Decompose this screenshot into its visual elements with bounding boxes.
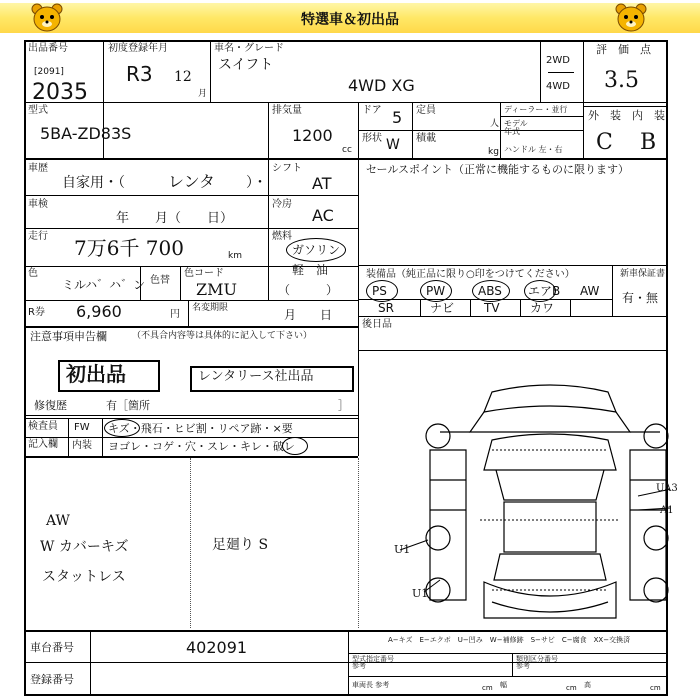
equip-ps: PS (372, 284, 387, 298)
repair-history-value: 有［箇所 (106, 399, 150, 412)
shape-value: W (386, 137, 400, 153)
mark-u1-left: U1 (394, 543, 411, 556)
color-value: ミルハ゛ハ゛ン (62, 278, 146, 292)
length-unit: cm (482, 684, 493, 692)
chassis-value: 402091 (186, 638, 248, 657)
fw-items: キズ・飛石・ヒビ割・リペア跡・×要 (108, 422, 293, 435)
car-name-label: 車名・グレード (214, 43, 284, 54)
rating-value: 3.5 (604, 68, 639, 93)
lot-number-label: 出品番号 (28, 43, 68, 54)
equip-aw: AW (580, 284, 600, 298)
recycle-unit: 円 (170, 309, 180, 320)
note-wheel-cover: W カバーキズ (40, 539, 129, 555)
first-registration-month: 12 (174, 69, 192, 85)
interior-wear-circle (282, 437, 308, 455)
drive-4wd: 4WD (546, 81, 570, 92)
color-label: 色 (28, 268, 38, 279)
registration-label: 登録番号 (30, 673, 74, 686)
equip-tv: TV (484, 301, 500, 315)
note-studless: スタットレス (42, 569, 126, 585)
shift-label: シフト (272, 163, 302, 174)
dealer-label: ディーラー・並行 (504, 105, 568, 114)
color-code-label: 色コード (184, 268, 224, 279)
car-name: スイフト (218, 57, 274, 73)
mileage-value: 7万6千 700 (74, 236, 184, 260)
handle-label: ハンドル 左・右 (504, 145, 563, 154)
doors-value: 5 (392, 108, 403, 127)
warranty-value: 有・無 (622, 291, 659, 305)
repair-history-close: ］ (338, 399, 349, 412)
first-registration-year: R3 (126, 62, 153, 86)
mark-a1: A1 (660, 505, 674, 516)
damage-legend: A−キズ E−エクボ U−凹み W−補修跡 S−サビ C−腐食 XX−交換済 (388, 636, 631, 644)
color-change-label: 色替 (150, 275, 170, 286)
type-cert-label: 型式指定番号 参考 (352, 655, 394, 670)
fw-label: FW (74, 422, 90, 433)
model-label: 型式 (28, 105, 48, 116)
first-listing-stamp-text: 初出品 (66, 362, 126, 386)
doors-label: ドア (362, 105, 382, 116)
class-number-label: 類別区分番号 参考 (516, 655, 558, 670)
lot-small-number: [2091] (34, 67, 64, 77)
ac-label: 冷房 (272, 199, 292, 210)
fw-scratch-circle (104, 419, 140, 437)
drive-2wd: 2WD (546, 55, 570, 66)
after-items-label: 後日品 (362, 319, 392, 330)
mark-ua3: UA3 (656, 483, 678, 494)
model-code: 5BA-ZD83S (40, 124, 132, 143)
rating-label: 評 価 点 (596, 43, 651, 56)
mileage-unit: km (228, 251, 242, 261)
month-unit: 月 (198, 89, 208, 99)
inspection-label: 車検 (28, 199, 48, 210)
interior-grade: B (640, 130, 657, 155)
displacement-unit: cc (342, 145, 352, 155)
mark-u1-bottom: U1 (412, 587, 429, 600)
length-label: 車両長 参考 (352, 681, 390, 689)
mileage-label: 走行 (28, 231, 48, 242)
car-grade: 4WD XG (348, 76, 415, 95)
fuel-gasoline: ガソリン (292, 243, 341, 257)
width-unit: cm (566, 684, 577, 692)
history-label: 車歴 (28, 163, 48, 174)
interior-items: ヨゴレ・コゲ・穴・スレ・キレ・破レ (108, 440, 295, 453)
equip-abs-circle (472, 280, 510, 302)
drive-divider (548, 72, 574, 73)
repair-history-label: 修復歴 (34, 399, 67, 412)
shape-label: 形状 (362, 133, 382, 144)
inspection-value: 年 月（ 日） (116, 211, 234, 226)
load-unit: kg (488, 147, 499, 157)
equip-airbag: エアB (528, 284, 561, 298)
displacement-value: 1200 (292, 126, 333, 145)
inspector-label-1: 検査員 (28, 421, 58, 432)
history-suffix: ）・ (246, 175, 267, 191)
equip-pw: PW (426, 284, 446, 298)
rental-lease-stamp-text: レンタリース社出品 (198, 369, 314, 384)
displacement-label: 排気量 (272, 105, 302, 116)
capacity-unit: 人 (490, 119, 500, 129)
equip-navi: ナビ (430, 301, 455, 315)
history-prefix: 自家用・（ (62, 175, 125, 191)
capacity-label: 定員 (416, 105, 436, 116)
equip-leather: カワ (530, 301, 555, 315)
first-registration-label: 初度登録年月 (108, 43, 168, 54)
fuel-label: 燃料 (272, 231, 292, 242)
interior-label: 内装 (72, 440, 92, 451)
ac-value: AC (312, 206, 334, 225)
exterior-grade: C (596, 130, 613, 155)
lot-number: 2035 (32, 80, 88, 105)
model-year-label: モデル 年式 (504, 119, 528, 136)
fuel-diesel: 軽 油 (292, 263, 329, 277)
equip-pw-circle (420, 280, 452, 302)
banner-title: 特選車＆初出品 (301, 12, 399, 28)
fuel-circle-mark (286, 238, 346, 262)
recycle-label: R券 (28, 307, 45, 318)
history-hand: レンタ (168, 172, 215, 191)
fuel-other: （ ） (278, 283, 339, 297)
name-change-value: 月 日 (284, 308, 333, 322)
height-label: 高 (584, 681, 591, 689)
notes-label: 注意事項申告欄 (30, 330, 107, 343)
equip-ps-circle (366, 280, 398, 302)
ext-int-label: 外 装 内 装 (588, 109, 665, 122)
equip-airbag-circle (524, 280, 556, 302)
note-aw: AW (46, 513, 70, 529)
height-unit: cm (650, 684, 661, 692)
equipment-label: 装備品（純正品に限り○印をつけてください） (366, 269, 575, 280)
equip-abs: ABS (478, 284, 502, 298)
name-change-label: 名変期限 (192, 303, 229, 313)
chassis-label: 車台番号 (30, 641, 74, 654)
shift-value: AT (312, 174, 332, 193)
inspector-label-2: 記入欄 (28, 439, 58, 450)
equip-sr: SR (378, 301, 394, 315)
load-label: 積載 (416, 133, 436, 144)
color-code-value: ZMU (196, 280, 237, 299)
warranty-label: 新車保証書 (620, 269, 666, 279)
recycle-value: 6,960 (76, 302, 122, 321)
sales-point-label: セールスポイント（正常に機能するものに限ります） (366, 163, 630, 176)
notes-sublabel: （不具合内容等は具体的に記入して下さい） (132, 331, 313, 341)
note-suspension: 足廻り S (212, 537, 269, 553)
width-label: 幅 (500, 681, 507, 689)
